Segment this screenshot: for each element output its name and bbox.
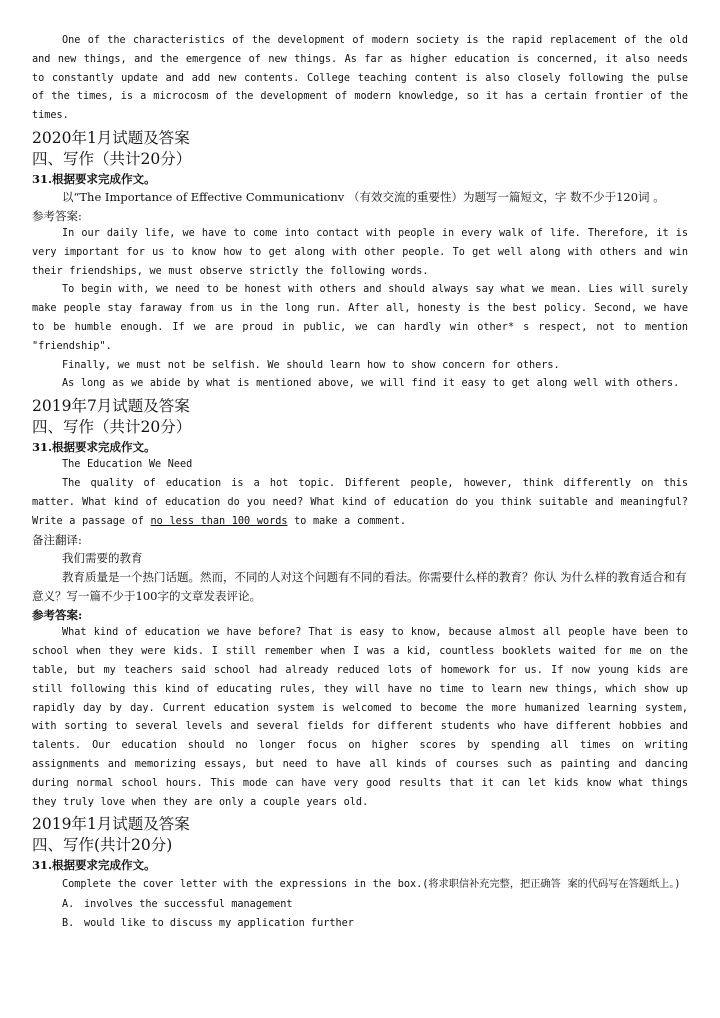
answer-label: 参考答案: [32,208,82,223]
exam-2019-7-block [32,395,688,812]
question-title: 31.根据要求完成作文。 [32,440,156,455]
intro-paragraph: One of the characteristics of the development of modern society is the rapid replacement of the old and new things, and the emergence of new things. As far as higher education is concerned, it also needs to constantly update and add new contents. College teaching content is also closely following the pulse of the times, is a microcosm of the development of modern knowledge, so it has a certain frontier of the times. [32,35,688,122]
writing-prompt [32,475,688,531]
option-text: involves the successful management [84,899,293,911]
question-title: 31.根据要求完成作文。 [32,171,156,186]
option-text: would like to discuss my application further [84,918,354,930]
answer-paragraph: To begin with, we need to be honest with others and should always say what we mean. Lies will surely make people stay faraway from us in the long run. After all, honesty is the best policy. Second, we have to be humble enough. If we are proud in public, we can hardly win other* s respect, not to mention "friendship". [32,284,688,352]
section-heading: 四、写作(共计20分) [32,836,173,855]
answer-paragraph: As long as we abide by what is mentioned above, we will find it easy to get along well with others. [62,378,680,390]
writing-prompt: 以“The Importance of Effective Communicationv （有效交流的重要性）为题写一篇短文，字 数不少于120词 。 [62,189,665,204]
translation-title: 我们需要的教育 [62,551,143,566]
essay-title: The Education We Need [62,459,193,471]
word-requirement: no less than 100 words [150,515,288,527]
translation-text: 教育质量是一个热门话题。然而，不同的人对这个问题有不同的看法。你需要什么样的教育？你认 为什么样的教育适合和有意义？写一篇不少于100字的文章发表评论。 [32,570,687,604]
option-item [32,895,688,914]
section-heading: 四、写作（共计20分） [32,149,192,168]
option-letter: A. [62,899,75,911]
answer-paragraph: What kind of education we have before? That is easy to know, because almost all people have been to school when they were kids. I still remember when I was a kid, countless booklets waited for me on the table, but my teachers said school had already reduced lots of homework for us. If now young kids are still following this kind of educating rules, they will have no time to learn new things, which show up rapidly day by day. Current education system is welcomed to become the more humanized learning system, with sorting to several levels and several fields for different students who have different hobbies and talents. Our education should no longer focus on higher scores by spending all times on writing assignments and memorizing essays, but need to have all kinds of courses such as painting and dancing during normal school hours. This mode can have very good results that it can let kids know what things they truly love when they are only a couple years old. [32,627,688,808]
exam-heading: 2019年7月试题及答案 [32,397,190,416]
option-item [32,914,688,933]
writing-prompt: Complete the cover letter with the expressions in the box.(将求职信补充完整，把正确答 案的代码写在答题纸上。) [62,879,681,891]
answer-label: 参考答案: [32,608,83,623]
prompt-text-end: to make a comment. [287,515,407,527]
exam-2019-1-block [32,813,688,933]
translation-label: 备注翻译: [32,533,82,548]
option-letter: B. [62,918,75,930]
prompt-text: The quality of education is a hot topic. Different people, however, think differently on this matter. What kind of education do you need? What kind of education do you think suitable and meaningful? Write a passage of [32,477,688,527]
section-heading: 四、写作（共计20分） [32,418,192,437]
exam-2020-1-block [32,127,688,394]
exam-heading: 2019年1月试题及答案 [32,815,190,834]
answer-paragraph: Finally, we must not be selfish. We should learn how to show concern for others. [62,359,560,371]
answer-paragraph: In our daily life, we have to come into contact with people in every walk of life. Therefore, it is very important for us to know how to get along with other people. To get well along with others and win their friendships, we must observe strictly the following words. [32,227,688,277]
exam-heading: 2020年1月试题及答案 [32,128,190,147]
question-title: 31.根据要求完成作文。 [32,858,156,873]
